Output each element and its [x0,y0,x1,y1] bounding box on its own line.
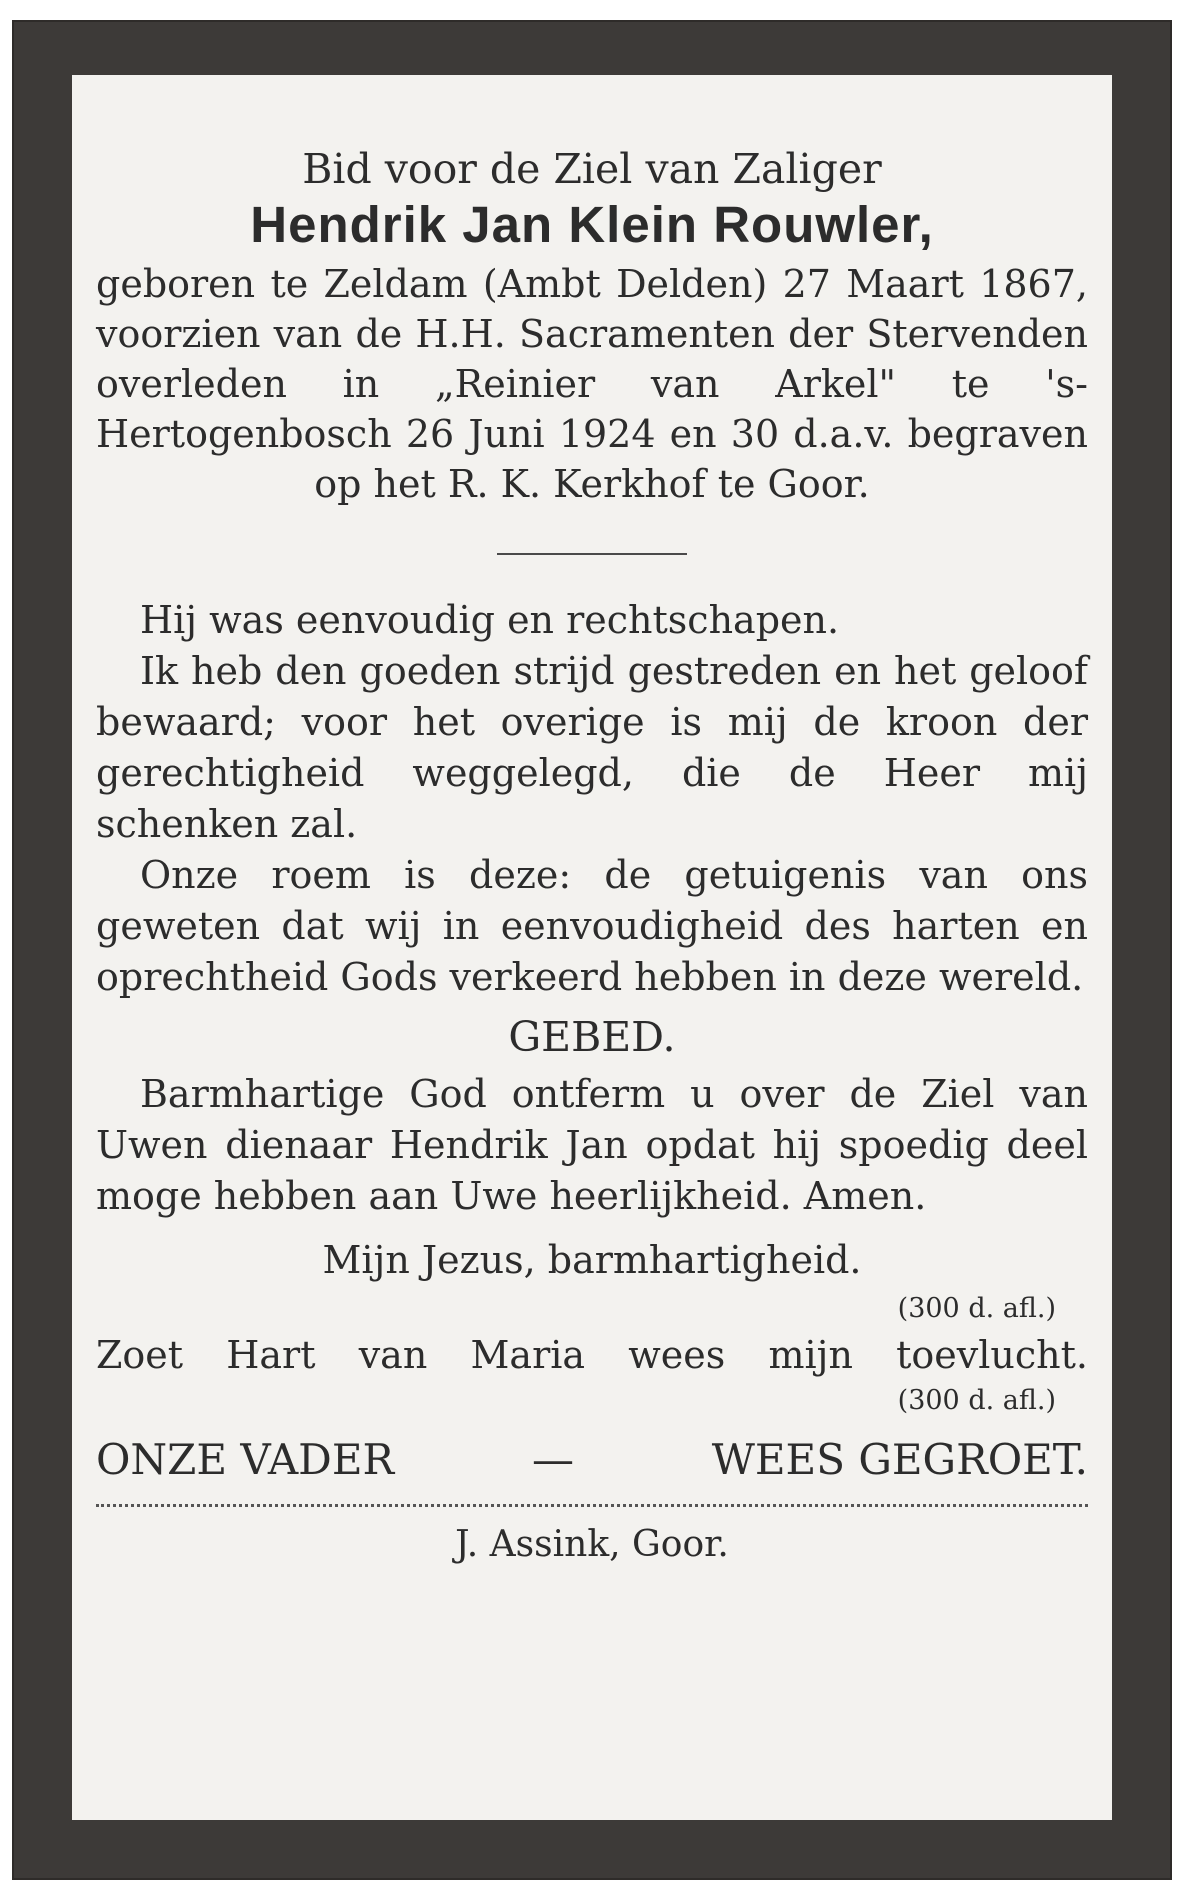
printer-imprint: J. Assink, Goor. [455,1524,729,1565]
indulgence-note: (300 d. afl.) [897,1293,1056,1324]
divider-rule [497,553,687,555]
deceased-name: Hendrik Jan Klein Rouwler, [250,196,934,253]
indulgence-note: (300 d. afl.) [897,1385,1056,1416]
closing-onze-vader: ONZE VADER [96,1435,395,1484]
paragraph: Hij was eenvoudig en rechtschapen. [140,598,840,642]
invocation-jesus: Mijn Jezus, barmhartigheid. [322,1238,862,1282]
paragraph: Ik heb den goeden strijd gestreden en het geloof bewaard; voor het overige is mij de kroon der gerechtigheid weggelegd, die de Heer mij schenken zal. [96,649,1088,846]
dotted-divider [96,1504,1088,1507]
closing-prayers [96,1430,1088,1490]
biography: geboren te Zeldam (Ambt Delden) 27 Maart 1867, voorzien van de H.H. Sacramenten der Stervenden overleden in „Reinier van Arkel" te 's-Hertogenbosch 26 Juni 1924 en 30 d.a.v. begraven op het R. K. Kerkhof te Goor. [96,262,1088,506]
prayer-text: Barmhartige God ontferm u over de Ziel van Uwen dienaar Hendrik Jan opdat hij spoedig deel moge hebben aan Uwe heerlijkheid. Amen. [96,1072,1088,1218]
card-content [72,75,1112,1820]
invocation-maria: Zoet Hart van Maria wees mijn toevlucht. [96,1333,1088,1377]
intro-line: Bid voor de Ziel van Zaliger [302,145,882,193]
closing-wees-gegroet: WEES GEGROET. [711,1435,1088,1484]
prayer-heading: GEBED. [508,1013,676,1061]
memorial-card [12,20,1172,1880]
closing-dash: — [531,1435,574,1484]
paragraph: Onze roem is deze: de getuigenis van ons geweten dat wij in eenvoudigheid des harten en oprechtheid Gods verkeerd hebben in deze wereld. [96,853,1088,999]
